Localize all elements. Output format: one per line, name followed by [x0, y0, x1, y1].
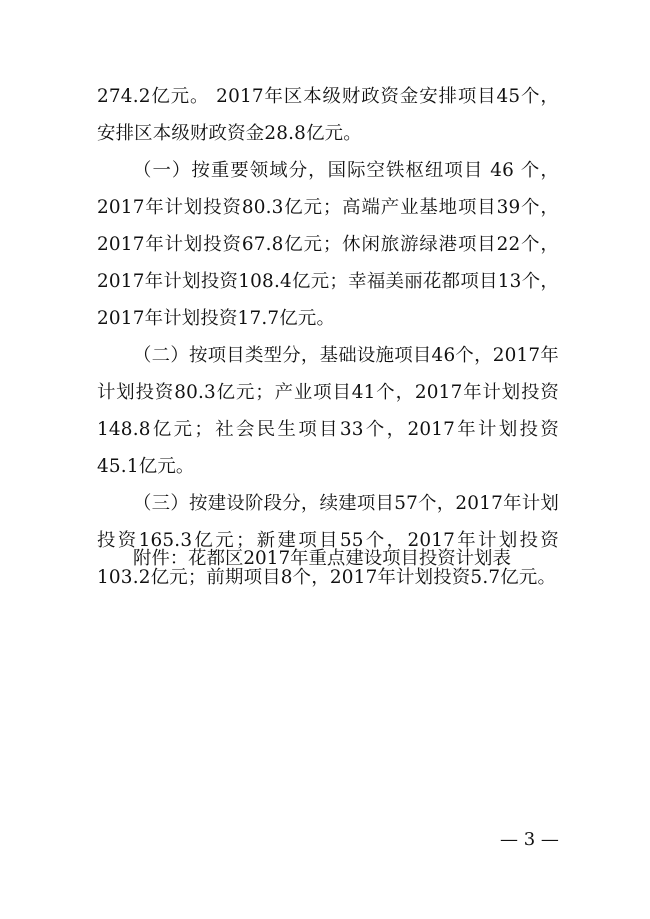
attachment-note: 附件：花都区2017年重点建设项目投资计划表 [133, 548, 511, 569]
document-body [97, 78, 559, 596]
paragraph-continuation: 274.2亿元。 2017年区本级财政资金安排项目45个，安排区本级财政资金28.8亿元。 [97, 86, 559, 144]
paragraph-by-field: （一）按重要领域分，国际空铁枢纽项目 46 个，2017年计划投资80.3亿元；高端产业基地项目39个，2017年计划投资67.8亿元；休闲旅游绿港项目22个，2017年计划投资108.4亿元；幸福美丽花都项目13个，2017年计划投资17.7亿元。 [97, 160, 559, 329]
paragraph-by-type: （二）按项目类型分，基础设施项目46个，2017年计划投资80.3亿元；产业项目41个，2017年计划投资148.8亿元；社会民生项目33个，2017年计划投资45.1亿元。 [97, 345, 559, 477]
page-number: — 3 — [500, 829, 559, 850]
paragraph-by-stage: （三）按建设阶段分，续建项目57个，2017年计划投资165.3亿元；新建项目55个，2017年计划投资103.2亿元；前期项目8个，2017年计划投资5.7亿元。 [97, 493, 559, 588]
